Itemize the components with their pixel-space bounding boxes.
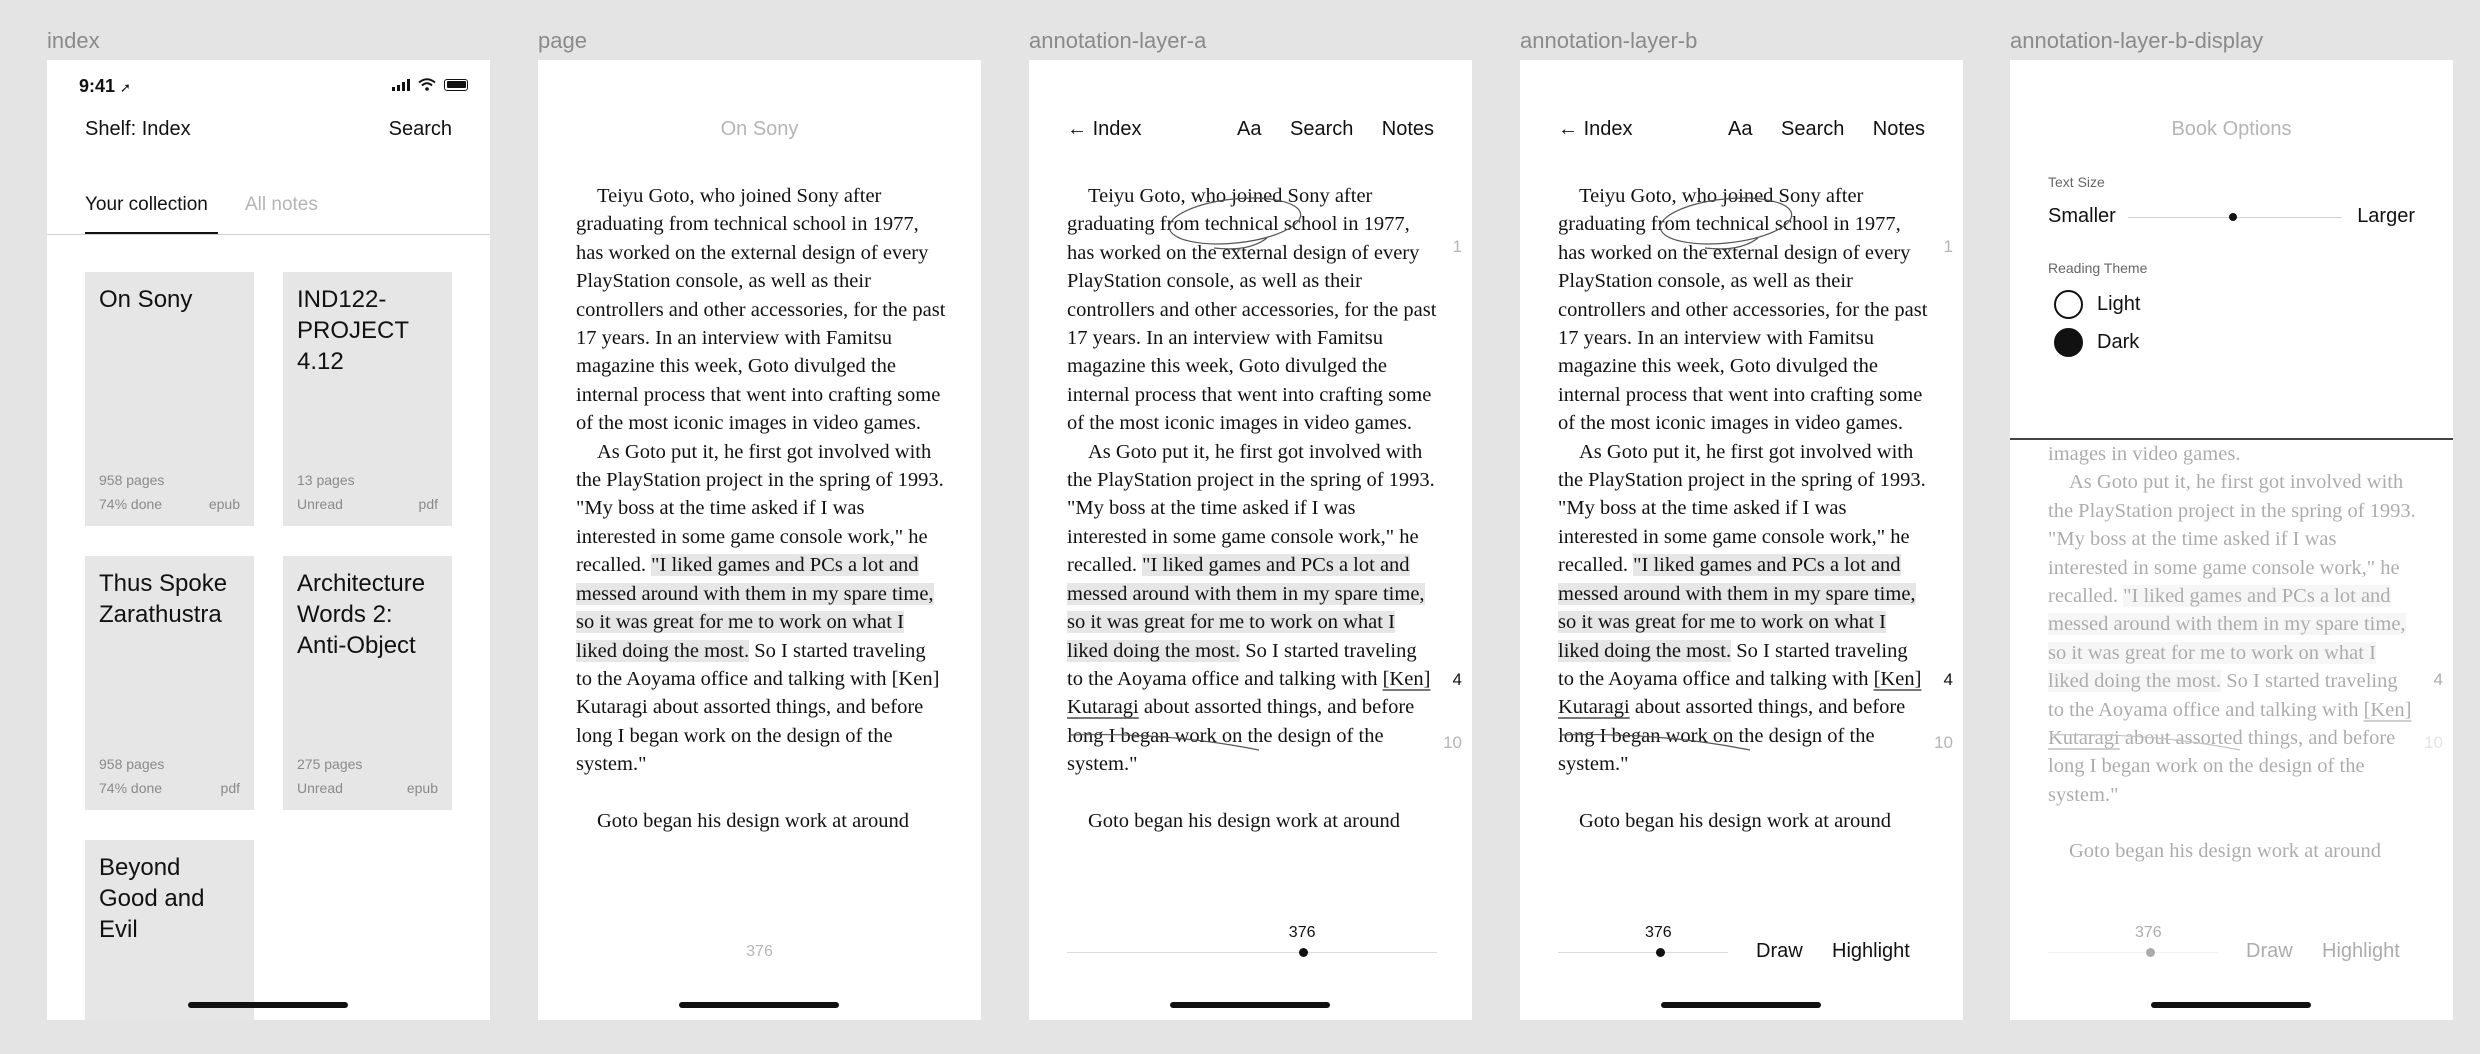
status-icons <box>392 78 468 91</box>
radio-icon[interactable] <box>2054 328 2083 357</box>
book-status: Unread <box>297 780 343 796</box>
book-pages: 13 pages <box>297 472 355 488</box>
arrow-left-icon: ← <box>1067 118 1087 140</box>
theme-option-label: Dark <box>2097 331 2140 353</box>
book-format: pdf <box>220 780 240 796</box>
frame-label-annotation-layer-b: annotation-layer-b <box>1520 28 1698 53</box>
notes-button[interactable]: Notes <box>1381 118 1434 140</box>
search-button[interactable]: Search <box>1781 118 1845 140</box>
book-title-header[interactable]: On Sony <box>720 118 799 140</box>
highlighted-text[interactable]: "I liked games and PCs a lot and messed around with them in my spare time, so it was great for me to work on what I liked doing the most. <box>1558 554 1916 662</box>
reader-nav <box>1029 118 1472 148</box>
status-time <box>79 76 131 97</box>
frame-label-annotation-layer-a: annotation-layer-a <box>1029 28 1207 53</box>
book-format: epub <box>406 780 438 796</box>
options-title: Book Options <box>2171 118 2292 140</box>
home-indicator <box>1661 1002 1821 1008</box>
wifi-icon <box>418 78 436 91</box>
text-span: about assorted things, and before long I began work on the design of the system." <box>1067 696 1415 776</box>
page-scrubber-handle <box>2146 948 2155 957</box>
margin-note-number: 10 <box>2424 733 2443 752</box>
annotated-text[interactable]: [Ken] Kutaragi <box>1067 667 1431 719</box>
back-label: Index <box>1092 118 1142 140</box>
margin-note-number[interactable]: 1 <box>1943 237 1953 256</box>
text-size-smaller-label[interactable]: Smaller <box>2048 205 2116 227</box>
home-indicator <box>2151 1002 2311 1008</box>
paragraph <box>1067 438 1437 779</box>
book-card[interactable] <box>283 556 452 810</box>
reading-text <box>2048 440 2418 866</box>
text-size-slider-handle[interactable] <box>2229 213 2237 221</box>
tab-your-collection[interactable]: Your collection <box>85 194 208 215</box>
battery-icon <box>444 79 468 91</box>
text-size-larger-label[interactable]: Larger <box>2357 205 2415 227</box>
radio-icon[interactable] <box>2054 290 2083 319</box>
reading-text <box>1067 182 1437 835</box>
text-span: [Ken] Kutaragi <box>576 667 940 719</box>
book-title: Beyond Good and Evil <box>99 854 205 943</box>
book-card[interactable] <box>283 272 452 526</box>
margin-note-number[interactable]: 10 <box>1934 733 1953 752</box>
signal-icon <box>392 79 410 91</box>
book-card[interactable] <box>85 840 254 1020</box>
paragraph <box>576 438 946 779</box>
book-title: Thus Spoke Zarathustra <box>99 570 228 628</box>
reader-nav <box>1520 118 1963 148</box>
paragraph <box>1558 438 1928 779</box>
book-pages: 275 pages <box>297 756 363 772</box>
margin-note-number: 4 <box>2433 670 2443 689</box>
page-scrubber-track[interactable] <box>1558 952 1728 953</box>
location-arrow-icon: ➚ <box>120 80 131 95</box>
highlight-button[interactable]: Highlight <box>1832 940 1910 962</box>
paragraph: Teiyu Goto, who joined Sony after graduating from technical school in 1977, has worked on the external design of every PlayStation console, as well as their controllers and other accessories, for the past 17 years. In an interview with Famitsu magazine this week, Goto divulged the internal process that went into crafting some of the most iconic images in video games. <box>576 185 946 435</box>
back-button[interactable] <box>1067 118 1142 141</box>
text-span: As Goto put it, he first got involved with the PlayStation project in the spring of 1993. "My boss at the time asked if I was interested in some game console work," he recalled. <box>1067 440 1435 577</box>
text-span: about assorted things, and before long I began work on the design of the system." <box>1558 696 1906 776</box>
paragraph: Teiyu Goto, who joined Sony after graduating from technical school in 1977, has worked on the external design of every PlayStation console, as well as their controllers and other accessories, for the past 17 years. In an interview with Famitsu magazine this week, Goto divulged the internal process that went into crafting some of the most iconic images in video games. <box>1558 185 1928 435</box>
book-title: On Sony <box>99 286 193 313</box>
paragraph: Teiyu Goto, who joined Sony after graduating from technical school in 1977, has worked on the external design of every PlayStation console, as well as their controllers and other accessories, for the past 17 years. In an interview with Famitsu magazine this week, Goto divulged the internal process that went into crafting some of the most iconic images in video games. <box>1067 185 1437 435</box>
tab-all-notes[interactable]: All notes <box>245 194 318 215</box>
back-button[interactable] <box>1558 118 1633 141</box>
paragraph: Goto began his design work at around <box>1579 809 1891 832</box>
page-number: 376 <box>746 943 773 960</box>
book-pages: 958 pages <box>99 472 165 488</box>
search-button[interactable]: Search <box>1290 118 1354 140</box>
text-span: As Goto put it, he first got involved with the PlayStation project in the spring of 1993. "My boss at the time asked if I was interested in some game console work," he recalled. <box>1558 440 1926 577</box>
text-span: As Goto put it, he first got involved with the PlayStation project in the spring of 1993. "My boss at the time asked if I was interested in some game console work," he recalled. <box>576 440 944 577</box>
annotation-layer-a-screen <box>1029 60 1472 1020</box>
theme-option-label: Light <box>2097 293 2141 315</box>
page-scrubber-handle[interactable] <box>1299 948 1308 957</box>
text-span: So I started traveling to the Aoyama office and talking with <box>576 639 926 690</box>
frame-label-annotation-layer-b-display: annotation-layer-b-display <box>2010 28 2264 53</box>
book-options-panel <box>2010 60 2453 440</box>
book-title: IND122-PROJECT 4.12 <box>297 286 409 375</box>
text-options-button[interactable]: Aa <box>1728 118 1753 140</box>
book-format: pdf <box>418 496 438 512</box>
book-status: 74% done <box>99 780 163 796</box>
paragraph: Goto began his design work at around <box>2069 840 2381 863</box>
home-indicator <box>679 1002 839 1008</box>
draw-button: Draw <box>2246 940 2293 962</box>
text-size-label: Text Size <box>2048 174 2105 190</box>
tabs-divider <box>47 234 490 235</box>
reading-text <box>1558 182 1928 835</box>
paragraph <box>2048 468 2418 809</box>
highlighted-text: "I liked games and PCs a lot and messed around with them in my spare time, so it was great for me to work on what I liked doing the most. <box>2048 585 2406 693</box>
text-options-button[interactable]: Aa <box>1237 118 1262 140</box>
book-title: Architecture Words 2: Anti-Object <box>297 570 426 659</box>
frame-label-page: page <box>538 28 587 53</box>
home-indicator <box>188 1002 348 1008</box>
draw-button[interactable]: Draw <box>1756 940 1803 962</box>
annotation-layer-b-display-screen <box>2010 60 2453 1020</box>
index-screen <box>47 60 490 1020</box>
margin-note-number[interactable]: 4 <box>1943 670 1953 689</box>
text-span: about assorted things, and before long I began work on the design of the system." <box>2048 727 2396 806</box>
book-pages: 958 pages <box>99 756 165 772</box>
book-format: epub <box>208 496 240 512</box>
notes-button[interactable]: Notes <box>1872 118 1925 140</box>
paragraph: Goto began his design work at around <box>1088 809 1400 832</box>
reading-theme-label: Reading Theme <box>2048 260 2148 276</box>
page-screen <box>538 60 981 1020</box>
highlighted-text[interactable]: "I liked games and PCs a lot and messed around with them in my spare time, so it was great for me to work on what I liked doing the most. <box>576 554 934 662</box>
page-number: 376 <box>1288 924 1316 941</box>
search-button[interactable]: Search <box>388 118 452 140</box>
annotation-layer-b-screen <box>1520 60 1963 1020</box>
margin-note-number[interactable]: 1 <box>1452 237 1462 256</box>
margin-note-number[interactable]: 10 <box>1443 733 1462 752</box>
annotated-text[interactable]: [Ken] Kutaragi <box>1558 667 1922 719</box>
text-span: about assorted things, and before long I began work on the design of the system." <box>576 696 924 776</box>
highlighted-text[interactable]: "I liked games and PCs a lot and messed around with them in my spare time, so it was great for me to work on what I liked doing the most. <box>1067 554 1425 662</box>
text-span: So I started traveling to the Aoyama office and talking with <box>1067 639 1417 690</box>
margin-note-number[interactable]: 4 <box>1452 670 1462 689</box>
paragraph: images in video games. <box>2048 443 2241 465</box>
page-number: 376 <box>2135 924 2162 941</box>
page-scrubber-track <box>2048 952 2218 953</box>
home-indicator <box>1170 1002 1330 1008</box>
book-status: 74% done <box>99 496 163 512</box>
shelf-title: Shelf: Index <box>85 118 191 140</box>
annotated-text: [Ken] Kutaragi <box>2048 698 2412 750</box>
book-card[interactable] <box>85 556 254 810</box>
book-card[interactable] <box>85 272 254 526</box>
text-span: As Goto put it, he first got involved with the PlayStation project in the spring of 1993. "My boss at the time asked if I was interested in some game console work," he recalled. <box>2048 471 2416 608</box>
frame-label-index: index <box>47 28 100 53</box>
text-span: So I started traveling to the Aoyama office and talking with <box>1558 639 1908 690</box>
status-time-text: 9:41 <box>79 76 116 96</box>
page-scrubber-handle[interactable] <box>1656 948 1665 957</box>
page-number: 376 <box>1645 924 1672 941</box>
reading-text <box>576 182 946 835</box>
theme-option-light[interactable] <box>2054 290 2140 319</box>
paragraph: Goto began his design work at around <box>597 809 909 832</box>
highlight-button: Highlight <box>2322 940 2400 962</box>
arrow-left-icon: ← <box>1558 118 1578 140</box>
text-span: So I started traveling to the Aoyama office and talking with <box>2048 670 2398 721</box>
book-status: Unread <box>297 496 343 512</box>
back-label: Index <box>1583 118 1633 140</box>
theme-option-dark[interactable] <box>2054 328 2139 357</box>
page-scrubber-track[interactable] <box>1067 952 1437 953</box>
